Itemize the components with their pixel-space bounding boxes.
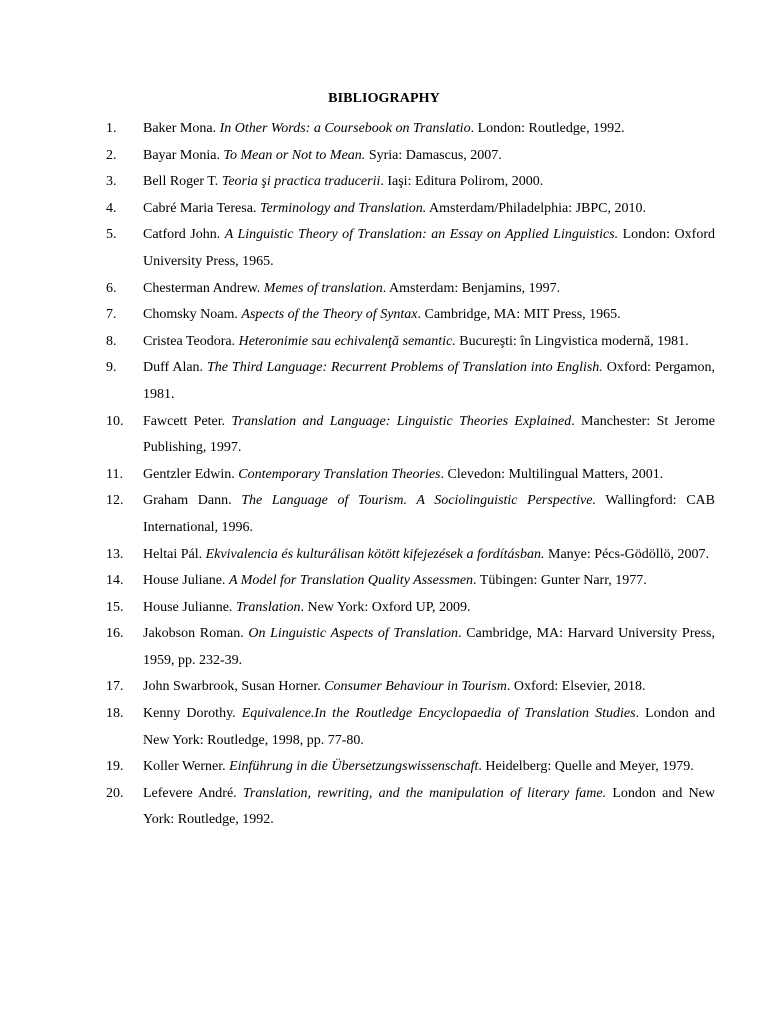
entry-number: 18. [106, 706, 124, 722]
entry-number: 4. [106, 200, 117, 216]
entry-publication: Amsterdam/Philadelphia: JBPC, 2010. [426, 200, 647, 216]
entry-number: 13. [106, 546, 124, 562]
entry-number: 17. [106, 679, 124, 695]
bibliography-entry [106, 674, 715, 701]
bibliography-entry [106, 169, 715, 196]
entry-author: House Juliane. [143, 573, 229, 589]
entry-publication: Oxford: Pergamon, 1981. [143, 360, 716, 402]
entry-author: John Swarbrook, Susan Horner. [143, 679, 325, 695]
bibliography-entry [106, 781, 715, 834]
entry-author: House Julianne. [143, 599, 236, 615]
entry-author: Gentzler Edwin. [143, 466, 239, 482]
entry-number: 1. [106, 121, 117, 136]
bibliography-entry [106, 488, 715, 541]
bibliography-entry [106, 116, 715, 143]
bibliography-entry [106, 143, 715, 170]
entry-number: 2. [106, 147, 117, 163]
entry-title: Consumer Behaviour in Tourism [324, 679, 507, 695]
entry-title: Translation [235, 599, 301, 615]
entry-author: Fawcett Peter. [143, 413, 232, 429]
entry-number: 3. [106, 174, 117, 190]
entry-title: A Linguistic Theory of Translation: an Essay on Applied Linguistics. [224, 227, 619, 243]
entry-title: Terminology and Translation. [259, 200, 427, 216]
entry-publication: . Tübingen: Gunter Narr, 1977. [473, 573, 647, 589]
entry-number: 5. [106, 227, 117, 243]
entry-author: Bayar Monia. [143, 147, 224, 163]
bibliography-entry [106, 595, 715, 622]
entry-author: Jakobson Roman. [143, 626, 249, 642]
entry-author: Koller Werner. [143, 759, 230, 775]
entry-publication: . London and New York: Routledge, 1998, pp. 77-80. [143, 706, 716, 748]
entry-number: 8. [106, 333, 117, 349]
entry-author: Chomsky Noam. [143, 307, 242, 323]
entry-title: In Other Words: a Coursebook on Translatio [219, 121, 471, 136]
entry-publication: . Cambridge, MA: MIT Press, 1965. [417, 307, 621, 323]
entry-author: Graham Dann. [143, 493, 242, 509]
entry-author: Bell Roger T. [143, 174, 222, 190]
entry-author: Chesterman Andrew. [143, 280, 264, 296]
page-title: BIBLIOGRAPHY [328, 91, 440, 106]
entry-number: 16. [106, 626, 124, 642]
entry-author: Cabré Maria Teresa. [143, 200, 260, 216]
bibliography-entry [106, 222, 715, 275]
entry-author: Duff Alan. [143, 360, 207, 376]
entry-publication: . Clevedon: Multilingual Matters, 2001. [440, 466, 664, 482]
entry-number: 10. [106, 413, 124, 429]
entry-publication: . London: Routledge, 1992. [470, 121, 625, 136]
entry-title: Translation, rewriting, and the manipulation of literary fame. [242, 785, 607, 801]
bibliography-entry [106, 568, 715, 595]
entry-title: Heteronimie sau echivalenţă semantic. [238, 333, 456, 349]
entry-number: 15. [106, 599, 124, 615]
entry-title: Ekvivalencia és kulturálisan kötött kifejezések a fordításban. [205, 546, 545, 562]
entry-author: Baker Mona. [143, 121, 220, 136]
entry-title: Translation and Language: Linguistic Theories Explained [231, 413, 572, 429]
entry-publication: . Manchester: St Jerome Publishing, 1997. [143, 413, 716, 456]
entry-author: Cristea Teodora. [143, 333, 239, 349]
entry-publication: Bucureşti: în Lingvistica modernă, 1981. [455, 333, 689, 349]
entry-publication: . Cambridge, MA: Harvard University Press, 1959, pp. 232-39. [143, 626, 715, 668]
entry-publication: . Iaşi: Editura Polirom, 2000. [380, 174, 544, 190]
entry-title: On Linguistic Aspects of Translation [248, 626, 459, 642]
entry-publication: . Oxford: Elsevier, 2018. [506, 679, 646, 695]
entry-title: Einführung in die Übersetzungswissenschaft [229, 759, 479, 775]
bibliography-entry [106, 329, 715, 356]
entry-number: 14. [106, 573, 124, 589]
entry-number: 9. [106, 360, 117, 376]
entry-number: 12. [106, 493, 124, 509]
bibliography-entry [106, 196, 715, 223]
entry-title: Equivalence.In the Routledge Encyclopaedia of Translation Studies [241, 706, 636, 722]
entry-title: Memes of translation [263, 280, 383, 296]
entry-number: 7. [106, 307, 117, 323]
entry-number: 19. [106, 759, 124, 775]
entry-publication: Wallingford: CAB International, 1996. [143, 493, 715, 535]
entry-publication: London and New York: Routledge, 1992. [143, 785, 716, 828]
bibliography-entry [106, 754, 715, 781]
bibliography-entry [106, 276, 715, 303]
entry-title: The Language of Tourism. A Sociolinguistic Perspective. [241, 493, 596, 509]
entry-publication: . New York: Oxford UP, 2009. [300, 599, 471, 615]
bibliography-list [106, 116, 715, 834]
entry-author: Heltai Pál. [143, 546, 206, 562]
bibliography-entry [106, 542, 715, 569]
entry-title: To Mean or Not to Mean. [223, 147, 366, 163]
entry-publication: . Amsterdam: Benjamins, 1997. [382, 280, 561, 296]
entry-author: Kenny Dorothy. [143, 706, 242, 722]
bibliography-entry [106, 621, 715, 674]
entry-number: 20. [106, 785, 124, 801]
entry-publication: Manye: Pécs-Gödöllö, 2007. [544, 546, 709, 562]
bibliography-entry [106, 701, 715, 754]
entry-publication: . Heidelberg: Quelle and Meyer, 1979. [478, 759, 694, 775]
entry-title: The Third Language: Recurrent Problems of Translation into English. [206, 360, 603, 376]
entry-title: Aspects of the Theory of Syntax [241, 307, 418, 323]
entry-title: Teoria şi practica traducerii [221, 174, 381, 190]
entry-number: 11. [106, 466, 123, 482]
entry-publication: Syria: Damascus, 2007. [365, 147, 502, 163]
entry-title: A Model for Translation Quality Assessmen [228, 573, 474, 589]
bibliography-entry [106, 462, 715, 489]
entry-number: 6. [106, 280, 117, 296]
entry-author: Catford John. [143, 227, 225, 243]
bibliography-entry [106, 355, 715, 408]
entry-title: Contemporary Translation Theories [238, 466, 441, 482]
bibliography-entry [106, 409, 715, 462]
entry-publication: London: Oxford University Press, 1965. [143, 227, 715, 269]
bibliography-entry [106, 302, 715, 329]
entry-author: Lefevere André. [143, 785, 243, 801]
